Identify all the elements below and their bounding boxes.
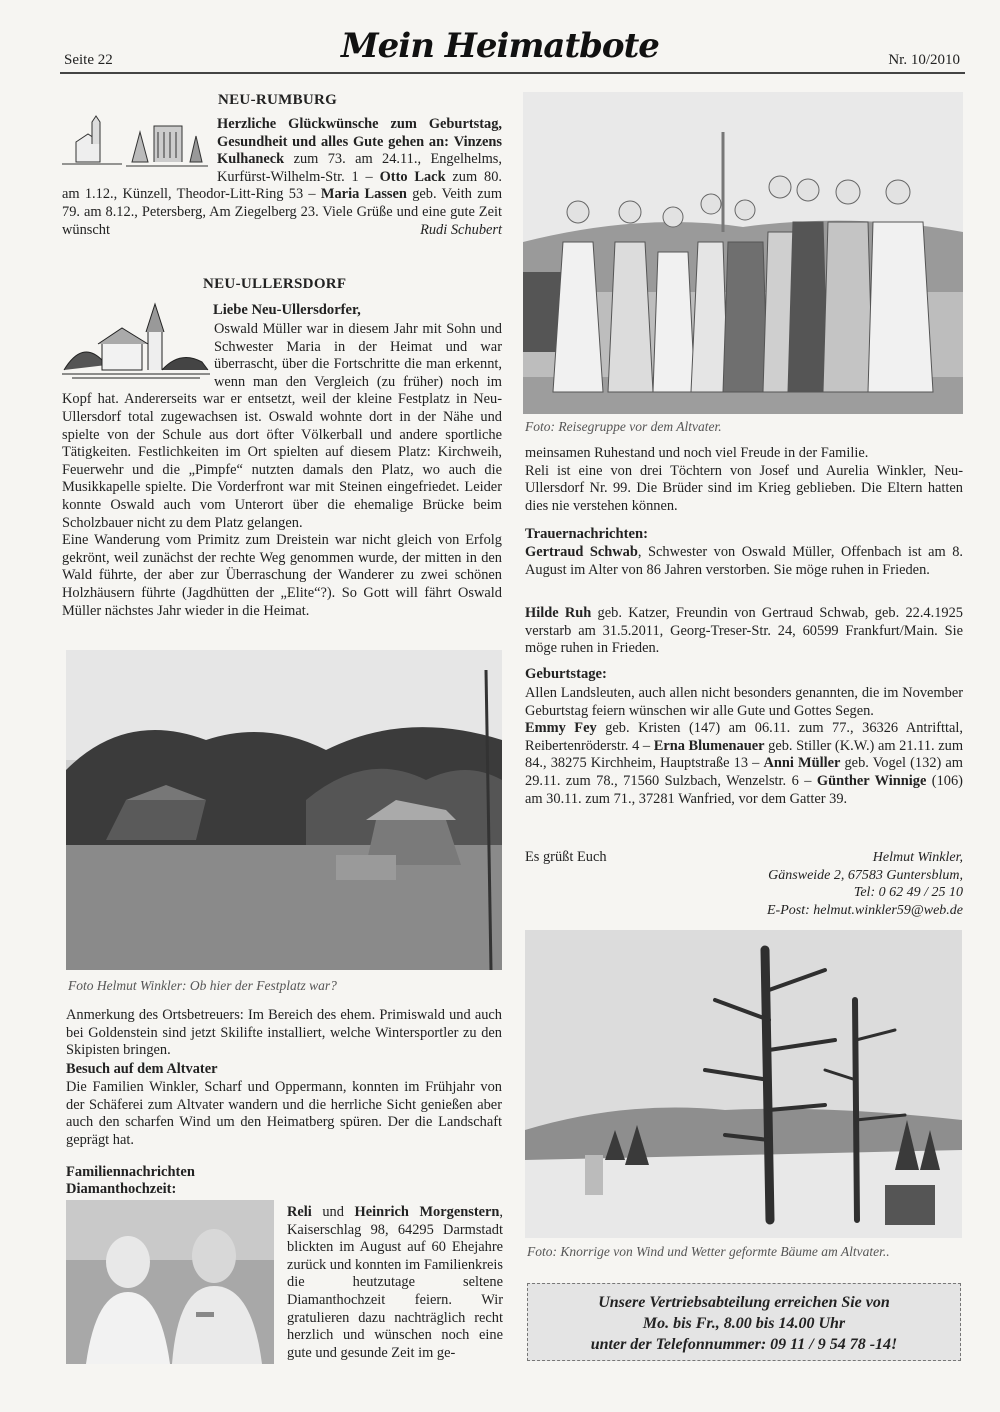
continuation-line: meinsamen Ruhestand und noch viel Freude in der Familie. bbox=[525, 445, 869, 461]
birthday-name: Otto Lack bbox=[379, 168, 446, 185]
obituary-2 bbox=[525, 605, 963, 658]
visit-heading: Besuch auf dem Altvater bbox=[66, 1061, 218, 1077]
obituary-details: , Schwester von Oswald Müller, Offenbach ist am 8. August im Alter von 86 Jahren verstorben. Sie möge ruhen in Frieden. bbox=[525, 544, 964, 578]
sales-department-notice bbox=[527, 1283, 961, 1361]
newspaper-title: Mein Heimatbote bbox=[341, 26, 659, 66]
notice-line-2: Mo. bis Fr., 8.00 bis 14.00 Uhr bbox=[642, 1315, 846, 1332]
birthday-details: geb. Stiller (K.W.) am 21.11. zum 84., 38275 Kirchheim, Hauptstraße 13 – bbox=[525, 737, 964, 772]
altvater-trees-photo bbox=[525, 930, 962, 1238]
birthdays-intro: Allen Landsleuten, auch allen nicht besonders genannten, die im November Geburtstag feiern wünschen wir alle Gute und Gottes Segen. bbox=[525, 685, 963, 719]
travel-group-photo bbox=[523, 92, 963, 414]
ullersdorf-note: Anmerkung des Ortsbetreuers: Im Bereich des ehem. Primiswald und auch bei Goldenstein sind jetzt Skilifte installiert, welche Wintersportler zu den Skipisten bringen. bbox=[66, 1007, 502, 1059]
rumburg-signature: Rudi Schubert bbox=[420, 221, 502, 238]
ullersdorf-paragraph-2: Eine Wanderung vom Primitz zum Dreistein war nicht gleich von Erfolg gekrönt, weil zunächst der rechte Weg genommen wurde, der mitten in den Wald führte, der aber zur Überraschung der Wanderer zu zwei schönen Holzhäusern führte (Jagdhütten der „Elite“?). So Gott will fährt Oswald Müller nächstes Jahr wieder in die Heimat. bbox=[62, 532, 502, 619]
notice-line-3: unter der Telefonnummer: 09 11 / 9 54 78 -14! bbox=[590, 1336, 898, 1353]
author-name: Helmut Winkler, bbox=[872, 850, 963, 865]
couple-name: Heinrich Morgenstern bbox=[354, 1204, 500, 1220]
obituary-name: Gertraud Schwab bbox=[525, 544, 638, 560]
obituary-1 bbox=[525, 544, 963, 579]
birthdays-text bbox=[525, 685, 963, 808]
obituaries-heading: Trauernachrichten: bbox=[525, 526, 648, 542]
family-news-heading bbox=[66, 1164, 195, 1198]
author-signature bbox=[700, 849, 963, 919]
author-email: E-Post: helmut.winkler59@web.de bbox=[766, 902, 963, 918]
page-number: Seite 22 bbox=[64, 52, 113, 68]
diamond-wedding-continuation bbox=[525, 445, 963, 515]
ullersdorf-greeting: Liebe Neu-Ullersdorfer, bbox=[213, 302, 361, 318]
festplatz-photo bbox=[66, 650, 502, 970]
birthday-name: Maria Lassen bbox=[320, 186, 407, 203]
birthday-details: zum 73. am 24.11., Engelhelms, Kurfürst-Wilhelm-Str. 1 – bbox=[217, 151, 502, 185]
diamond-wedding-title: Diamanthochzeit: bbox=[66, 1181, 177, 1197]
ullersdorf-article bbox=[62, 321, 502, 620]
birthday-details: (106) am 30.11. zum 71., 37281 Wanfried, vor dem Gatter 39. bbox=[525, 772, 963, 807]
reli-family-text: Reli ist eine von drei Töchtern von Josef und Aurelia Winkler, Neu-Ullersdorf Nr. 99. Die Brüder sind im Krieg geblieben. Die Eltern hatten dies nie verstehen können. bbox=[525, 462, 963, 514]
rumburg-heading: NEU-RUMBURG bbox=[218, 92, 338, 108]
notice-line-1: Unsere Vertriebsabteilung erreichen Sie von bbox=[598, 1294, 890, 1311]
author-address: Gänsweide 2, 67583 Guntersblum, bbox=[768, 867, 963, 883]
author-phone: Tel: 0 62 49 / 25 10 bbox=[853, 885, 963, 900]
birthday-name: Erna Blumenauer bbox=[653, 737, 765, 754]
couple-connector: und bbox=[311, 1204, 355, 1220]
header-rule bbox=[60, 72, 965, 74]
diamond-wedding-text bbox=[287, 1204, 503, 1362]
birthday-name: Günther Winnige bbox=[816, 772, 927, 789]
family-news-title: Familiennachrichten bbox=[66, 1164, 195, 1180]
obituary-name: Hilde Ruh bbox=[525, 605, 592, 621]
couple-name: Reli bbox=[287, 1204, 312, 1220]
closing-greeting: Es grüßt Euch bbox=[525, 849, 607, 865]
birthday-details: geb. Kristen (147) am 06.11. zum 77., 36326 Antrifttal, Reibertenröderstr. 4 – bbox=[525, 720, 963, 754]
birthday-details: zum 80. am 1.12., Künzell, Theodor-Litt-Ring 53 – bbox=[62, 168, 502, 203]
couple-details: , Kaiserschlag 98, 64295 Darmstadt blickten im August auf 60 Ehejahre zurück und konnten im Familienkreis die heutzutage seltene Diamanthochzeit feiern. Wir gratulieren dazu nachträglich recht herzlich und wünschen noch eine gute und gesunde Zeit im ge- bbox=[287, 1204, 503, 1361]
birthday-name: Vinzens Kulhaneck bbox=[217, 133, 502, 168]
issue-number: Nr. 10/2010 bbox=[888, 52, 960, 68]
birthday-name: Anni Müller bbox=[763, 755, 841, 772]
birthday-name: Emmy Fey bbox=[525, 720, 597, 737]
festplatz-caption: Foto Helmut Winkler: Ob hier der Festplatz war? bbox=[68, 978, 337, 993]
altvater-trees-caption: Foto: Knorrige von Wind und Wetter geformte Bäume am Altvater.. bbox=[527, 1244, 890, 1259]
rumburg-article bbox=[62, 116, 502, 239]
travel-group-caption: Foto: Reisegruppe vor dem Altvater. bbox=[525, 419, 722, 434]
birthday-details: geb. Vogel (132) am 29.11. zum 78., 71560 Sulzbach, Wenzelstr. 6 – bbox=[525, 755, 964, 789]
obituary-details: geb. Katzer, Freundin von Gertraud Schwab, geb. 22.4.1925 verstarb am 31.5.2011, Georg-Treser-Str. 24, 60599 Frankfurt/Main. Sie möge ruhen in Frieden. bbox=[525, 605, 964, 657]
ullersdorf-heading: NEU-ULLERSDORF bbox=[203, 276, 347, 292]
birthdays-heading: Geburtstage: bbox=[525, 666, 607, 682]
couple-photo bbox=[66, 1200, 274, 1364]
ullersdorf-paragraph-1: Oswald Müller war in diesem Jahr mit Sohn und Schwester Maria in der Heimat und war überrascht, über die Fortschritte die man erkennt, wenn man den Vergleich (zu früher) noch im Kopf hat. Andererseits war er entsetzt, weil der kleine Festplatz in Neu-Ullersdorf total zugewachsen ist. Oswald wohnte dort in der Nähe und spielte von der Schule aus dort öfter Völkerball und andere sportliche Tätigkeiten. Festlichkeiten im Ort spielten auf diesem Platz: Kirchweih, Feuerwehr und die „Pimpfe“ nutzten damals den Platz, wo auch die Musikkapelle spielte. Die Vorderfront war mit Steinen eingefriedet. Leider konnte Oswald auch vom Unterort über die ehemalige Brücke beim Scholzbauer nicht zu dem Platz gelangen. bbox=[62, 321, 502, 531]
visit-text: Die Familien Winkler, Scharf und Oppermann, konnten im Frühjahr von der Schäferei zum Altvater wandern und die herrliche Sicht genießen aber auch den scharfen Wind um den Heimatberg spüren. Der die Landschaft geprägt hat. bbox=[66, 1079, 502, 1148]
rumburg-intro: Herzliche Glückwünsche zum Geburtstag, Gesundheit und alles Gute gehen an: bbox=[217, 116, 502, 150]
birthday-details: geb. Veith zum 79. am 8.12., Petersberg, Am Ziegelberg 23. Viele Grüße und eine gute Zeit wünscht bbox=[62, 186, 503, 238]
